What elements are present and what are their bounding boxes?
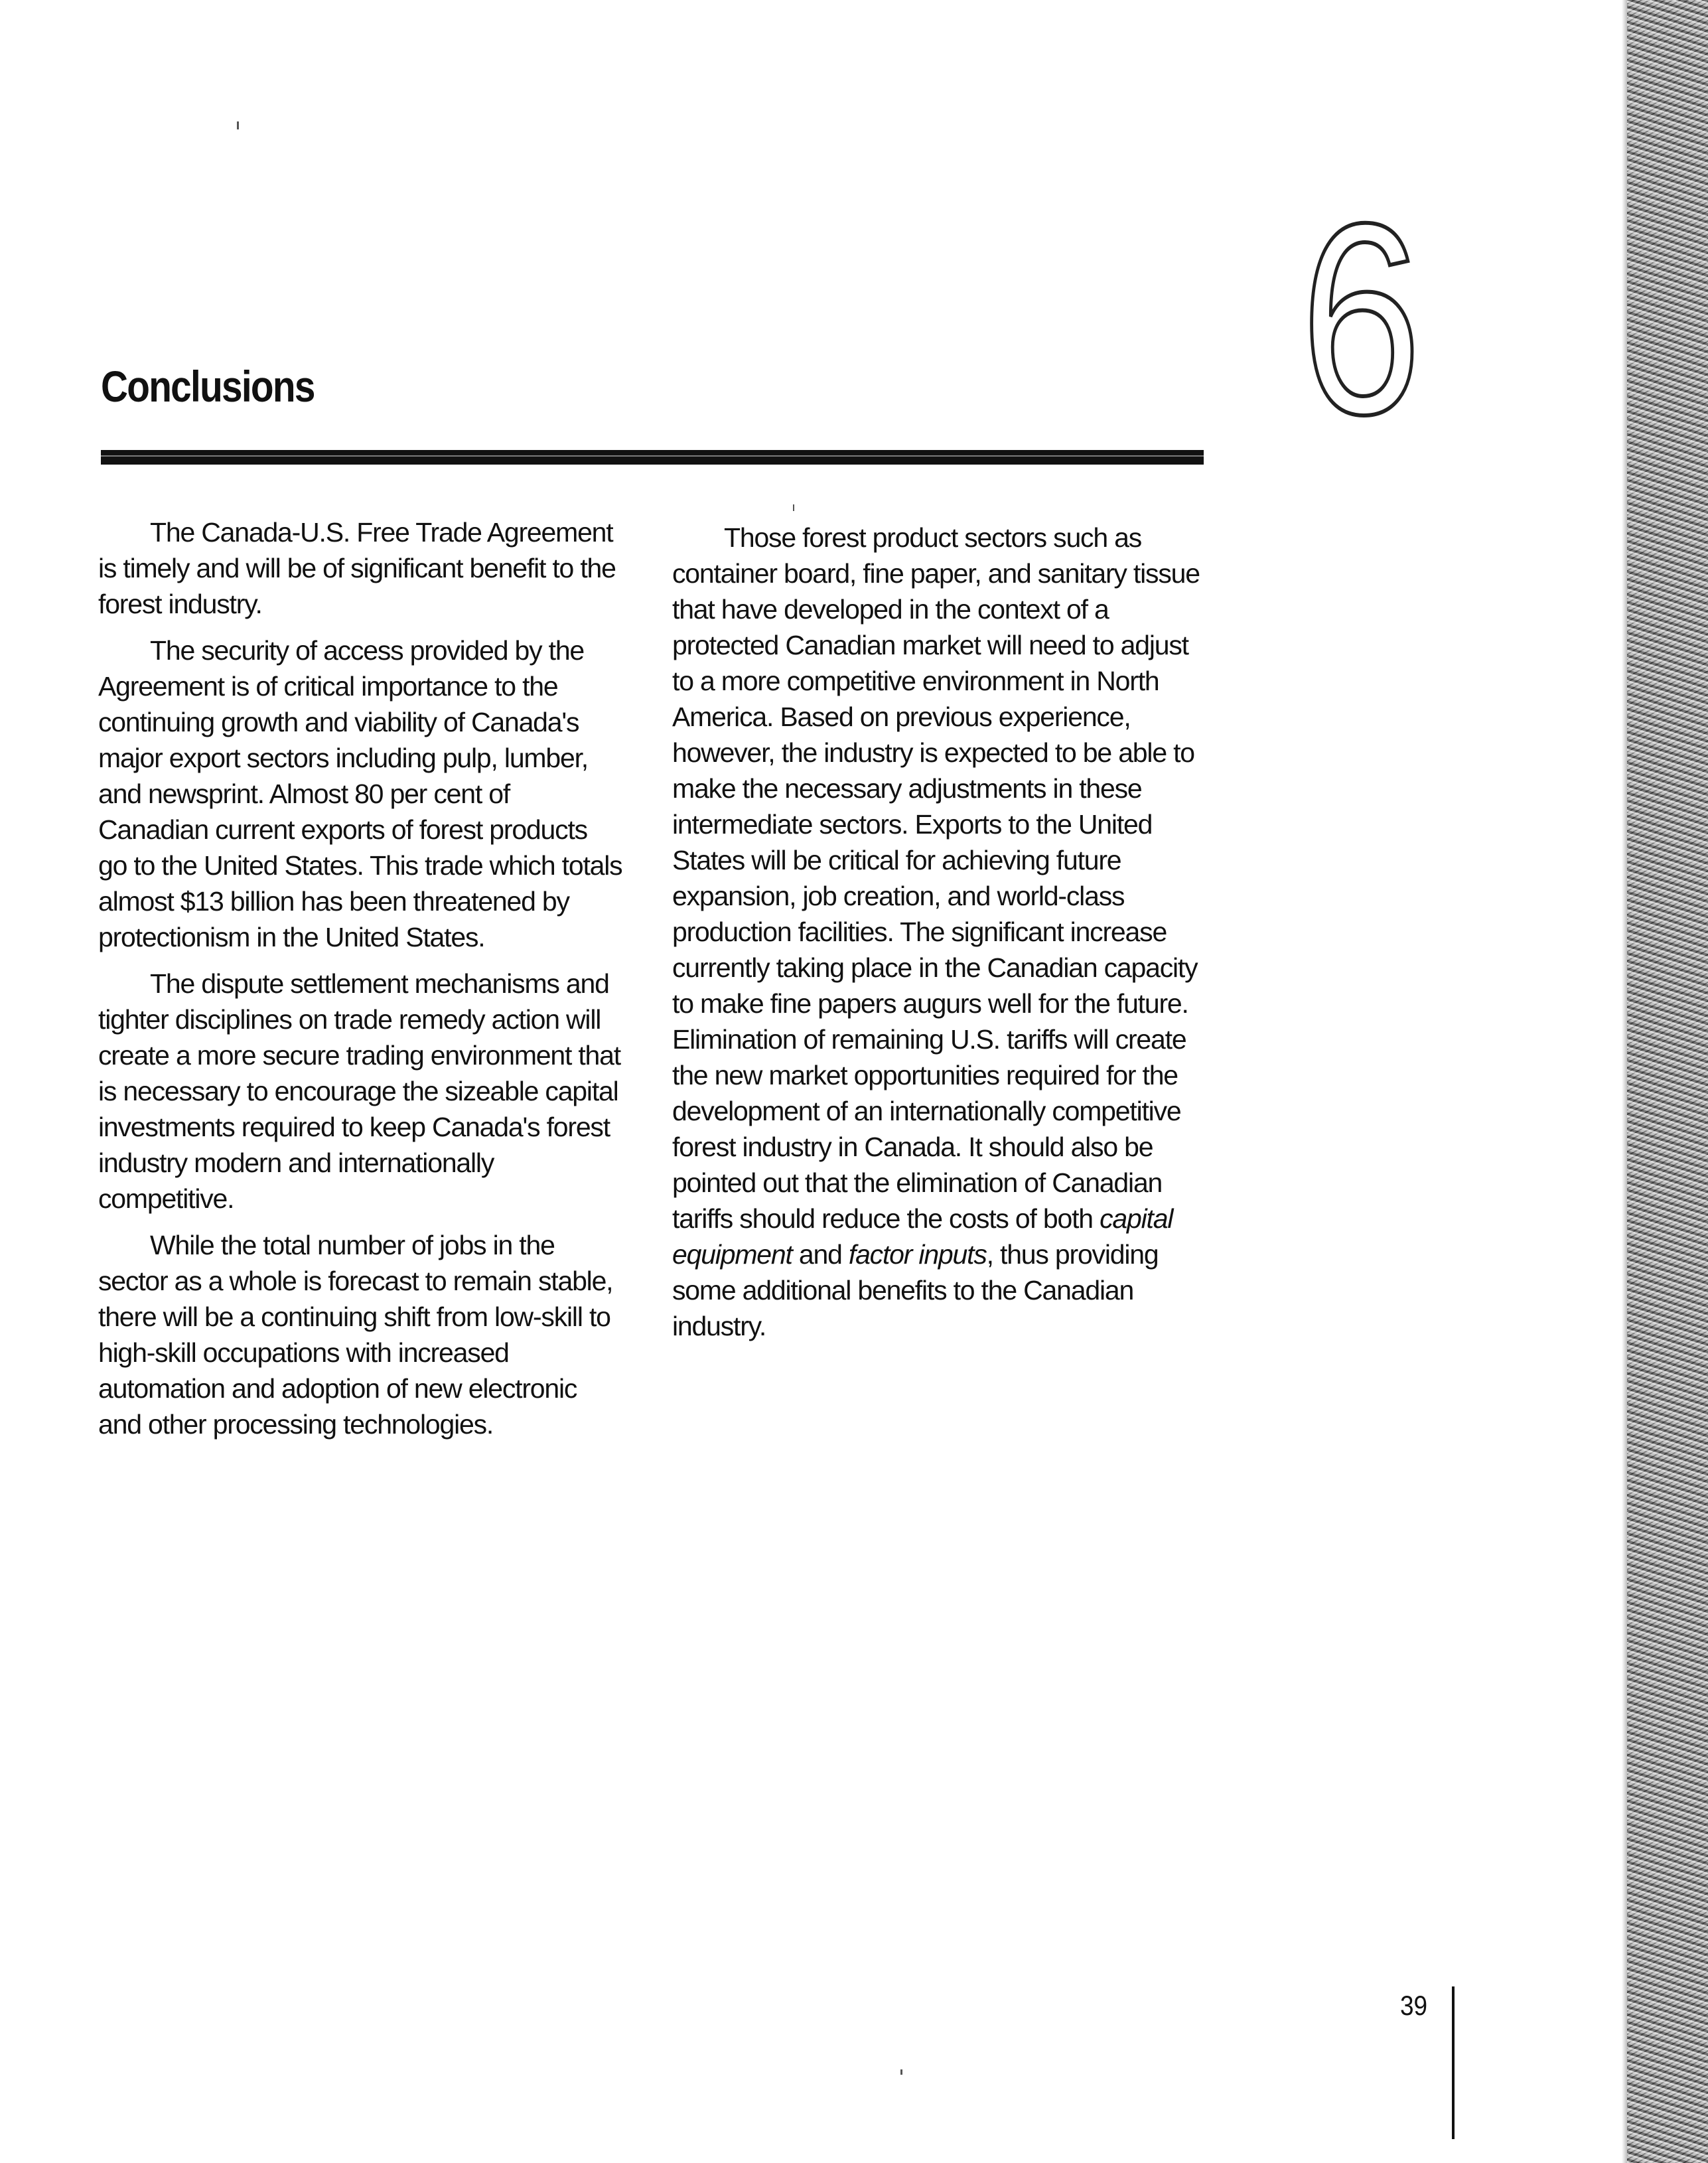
- right-column: [672, 520, 1210, 1355]
- paragraph-text: Those forest product sectors such as container board, fine paper, and sanitary tissue that have developed in the context of a protected Canadian market will need to adjust to a more competitive environment in North America. Based on previous experience, however, the industry is expected to be able to make the necessary adjustments in these intermediate sectors. Exports to the United States will be critical for achieving future expansion, job creation, and world-class production facilities. The significant increase currently taking place in the Canadian capacity to make fine papers augurs well for the future. Elimination of remaining U.S. tariffs will create the new market opportunities required for the development of an internationally competitive forest industry in Canada. It should also be pointed out that the elimination of Canadian tariffs should reduce the costs of both: [672, 522, 1200, 1234]
- scanned-page-edge: [1627, 0, 1708, 2163]
- paragraph: [672, 520, 1210, 1344]
- page-title: Conclusions: [101, 362, 315, 411]
- chapter-number: 6: [1301, 167, 1422, 471]
- paragraph: The Canada-U.S. Free Trade Agreement is timely and will be of significant benefit to the forest industry.: [98, 517, 616, 619]
- paragraph: While the total number of jobs in the sector as a whole is forecast to remain stable, there will be a continuing shift from low-skill to high-skill occupations with increased automation and adoption of new electronic and other processing technologies.: [98, 1230, 613, 1440]
- paragraph-text: and: [792, 1239, 849, 1270]
- emphasis-capital-equipment: capital equipment: [672, 1203, 1173, 1270]
- page-number: 39: [1400, 1990, 1428, 2021]
- paragraph: The security of access provided by the Agreement is of critical importance to the continuing growth and viability of Canada's major export sectors including pulp, lumber, and newsprint. Almost 80 per cent of Canadian current exports of forest products go to the United States. This trade which totals almost $13 billion has been threatened by protectionism in the United States.: [98, 635, 622, 952]
- margin-line: [1452, 1986, 1455, 2139]
- emphasis-factor-inputs: factor inputs: [848, 1239, 987, 1270]
- scan-speck: [237, 121, 239, 129]
- paragraph-text: , thus providing some additional benefits to the Canadian industry.: [672, 1239, 1159, 1341]
- scan-speck: [793, 504, 794, 511]
- left-column: [98, 514, 622, 1453]
- title-rule: [101, 450, 1204, 465]
- scan-speck: [900, 2069, 902, 2075]
- paragraph: The dispute settlement mechanisms and tighter disciplines on trade remedy action will create a more secure trading environment that is necessary to encourage the sizeable capital investments required to keep Canada's forest industry modern and internationally competitive.: [98, 968, 620, 1214]
